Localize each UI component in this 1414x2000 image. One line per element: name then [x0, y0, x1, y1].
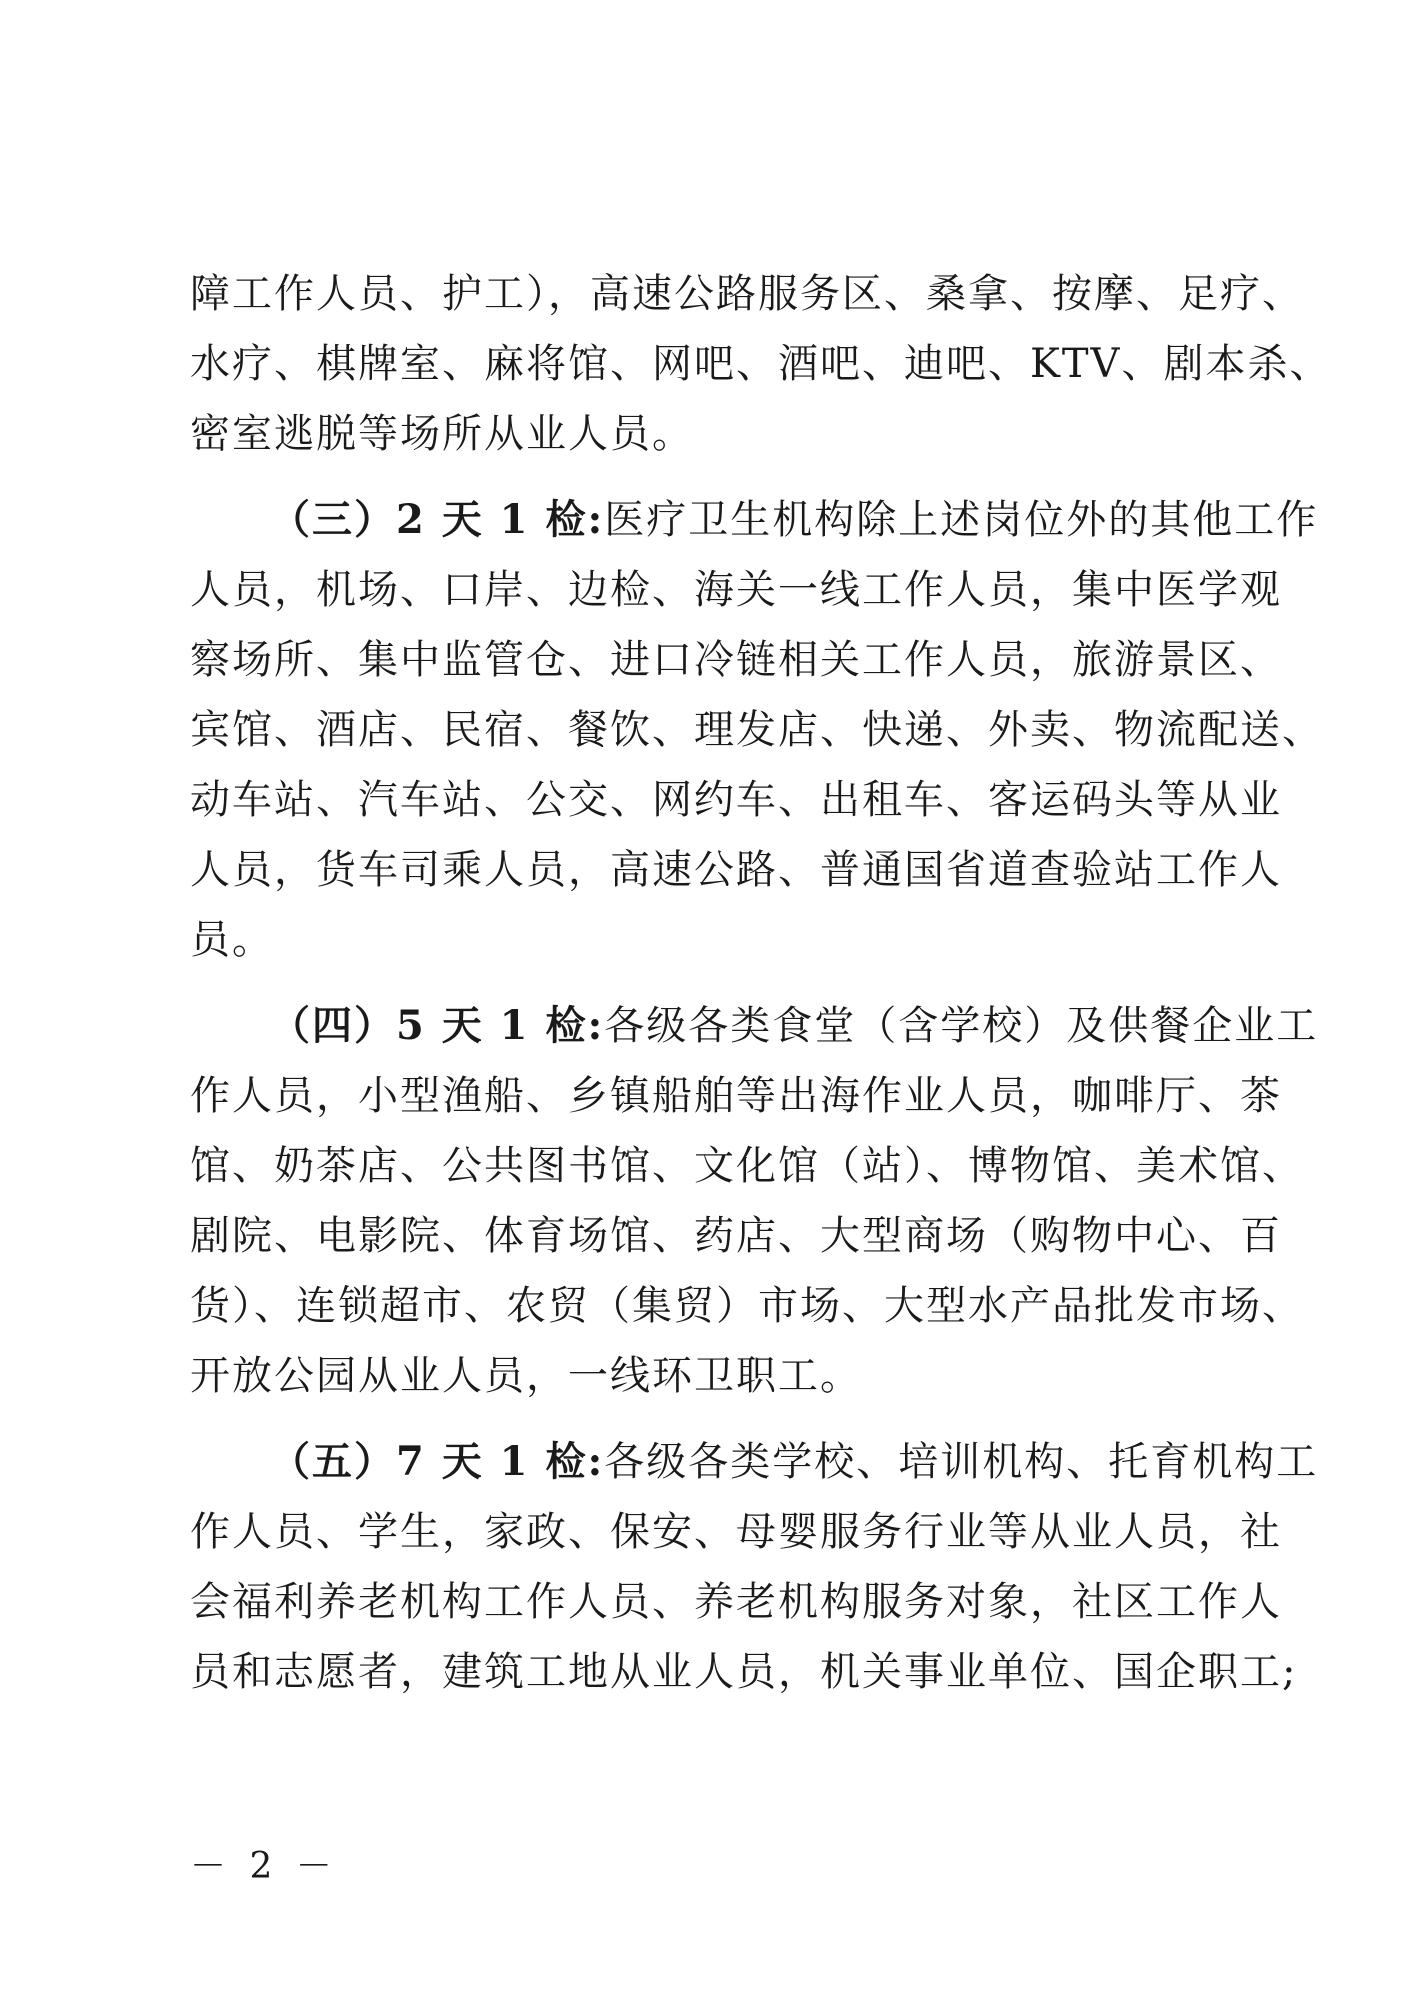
paragraph-2-line-4: 宾馆、酒店、民宿、餐饮、理发店、快递、外卖、物流配送、 — [190, 707, 1324, 753]
paragraph-2-lead: （三）2 天 1 检: — [270, 496, 605, 543]
paragraph-1-line-3: 密室逃脱等场所从业人员。 — [190, 411, 694, 457]
paragraph-4-line-4: 员和志愿者，建筑工地从业人员，机关事业单位、国企职工; — [190, 1649, 1298, 1695]
paragraph-4-line-1-text: 各级各类学校、培训机构、托育机构工 — [604, 1439, 1319, 1485]
paragraph-3-line-5: 货）、连锁超市、农贸（集贸）市场、大型水产品批发市场、 — [190, 1283, 1304, 1329]
page-number: － 2 － — [190, 1846, 338, 1887]
paragraph-4-line-3: 会福利养老机构工作人员、养老机构服务对象，社区工作人 — [190, 1579, 1282, 1625]
paragraph-3-lead: （四）5 天 1 检: — [270, 1002, 605, 1049]
paragraph-3-line-1-text: 各级各类食堂（含学校）及供餐企业工 — [604, 1003, 1319, 1049]
paragraph-4-lead: （五）7 天 1 检: — [270, 1438, 605, 1485]
paragraph-2-line-7: 员。 — [190, 917, 274, 963]
paragraph-3-line-1 — [270, 998, 1319, 1054]
paragraph-3-line-3: 馆、奶茶店、公共图书馆、文化馆（站）、博物馆、美术馆、 — [190, 1143, 1304, 1189]
paragraph-2-line-2: 人员，机场、口岸、边检、海关一线工作人员，集中医学观 — [190, 567, 1282, 613]
paragraph-1-line-2: 水疗、棋牌室、麻将馆、网吧、酒吧、迪吧、KTV、剧本杀、 — [190, 341, 1332, 387]
paragraph-1-line-1: 障工作人员、护工），高速公路服务区、桑拿、按摩、足疗、 — [190, 271, 1304, 317]
paragraph-3-line-6: 开放公园从业人员，一线环卫职工。 — [190, 1353, 862, 1399]
paragraph-2-line-3: 察场所、集中监管仓、进口冷链相关工作人员，旅游景区、 — [190, 637, 1282, 683]
paragraph-2-line-1-text: 医疗卫生机构除上述岗位外的其他工作 — [604, 497, 1319, 543]
paragraph-3-line-4: 剧院、电影院、体育场馆、药店、大型商场（购物中心、百 — [190, 1213, 1282, 1259]
paragraph-2-line-1 — [270, 492, 1319, 548]
paragraph-4-line-2: 作人员、学生，家政、保安、母婴服务行业等从业人员，社 — [190, 1509, 1282, 1555]
paragraph-3-line-2: 作人员，小型渔船、乡镇船舶等出海作业人员，咖啡厅、茶 — [190, 1073, 1282, 1119]
paragraph-4-line-1 — [270, 1434, 1319, 1490]
paragraph-2-line-5: 动车站、汽车站、公交、网约车、出租车、客运码头等从业 — [190, 777, 1282, 823]
paragraph-2-line-6: 人员，货车司乘人员，高速公路、普通国省道查验站工作人 — [190, 847, 1282, 893]
